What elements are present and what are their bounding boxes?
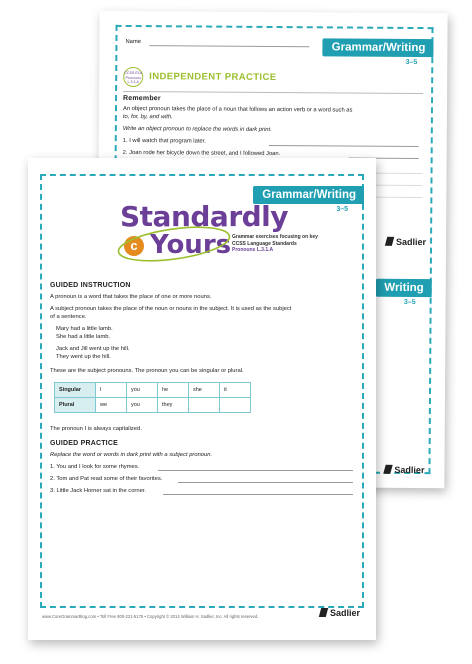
logo-yours: Yours [150, 230, 232, 260]
grade-label: 3–5 [405, 58, 418, 67]
logo-c-icon: c [124, 236, 144, 256]
tagline-line-1: Grammar exercises focusing on key [232, 234, 318, 240]
row-label: Plural [55, 398, 96, 413]
gp-item-1: 1. You and I look for some rhymes. [50, 464, 140, 470]
answer-line [178, 482, 353, 483]
table-cell: she [189, 383, 220, 398]
tagline [232, 234, 318, 254]
answer-line [158, 470, 353, 471]
example-1b: She had a little lamb. [56, 334, 111, 340]
ccss-badge: CCSS.ELA Pronouns L.3.1.A [123, 67, 143, 87]
gi-text-1: A pronoun is a word that takes the place of one or more nouns. [50, 294, 212, 300]
table-cell [220, 398, 251, 413]
answer-line [163, 494, 353, 495]
gi-text-2: A subject pronoun takes the place of the noun or nouns in the subject. It is used as the subject [50, 306, 292, 312]
grade-label: 3–5 [336, 206, 348, 213]
sadlier-logo: Sadlier [384, 465, 424, 475]
table-cell [189, 398, 220, 413]
worksheet-front [28, 158, 376, 640]
pronoun-table [54, 382, 251, 413]
grade-label: 3–5 [403, 298, 416, 307]
gp-instruction: Replace the word or words in dark print with a subject pronoun. [50, 452, 213, 458]
example-1a: Mary had a little lamb. [56, 326, 113, 332]
example-2b: They went up the hill. [56, 354, 111, 360]
sadlier-logo: Sadlier [386, 237, 426, 247]
name-label: Name [125, 38, 141, 46]
gp-item-3: 3. Little Jack Horner sat in the corner. [50, 488, 147, 494]
table-row [55, 383, 251, 398]
item-2: 2. Joan rode her bicycle down the street, and I followed Joan. [122, 149, 281, 158]
sadlier-logo: Sadlier [320, 608, 360, 618]
subject-text: These are the subject pronouns. The pronoun you can be singular or plural. [50, 368, 244, 374]
table-cell: it [220, 383, 251, 398]
grammar-writing-tab: Grammar/Writing [253, 186, 364, 204]
grammar-writing-tab: Grammar/Writing [323, 38, 434, 57]
row-label: Singular [55, 383, 96, 398]
table-cell: we [96, 398, 127, 413]
footer-text: www.CoreGrammarBlog.com • Toll Free 800-221-5175 • Copyright © 2014 William H. Sadlier, Inc. All rights reserved. [42, 614, 259, 619]
remember-text-2: to, for, by, and with. [122, 113, 173, 121]
table-cell: I [96, 383, 127, 398]
guided-practice-heading: GUIDED PRACTICE [50, 440, 118, 447]
table-cell: they [158, 398, 189, 413]
instruction: Write an object pronoun to replace the words in dark print. [122, 125, 272, 133]
logo-swoosh-icon [114, 224, 234, 264]
remember-heading: Remember [123, 94, 161, 103]
table-cell: you [127, 383, 158, 398]
table-cell: he [158, 383, 189, 398]
example-2a: Jack and Jill went up the hill. [56, 346, 130, 352]
capital-note: The pronoun I is always capitalized. [50, 426, 142, 432]
gp-item-2: 2. Tom and Pat read some of their favorites. [50, 476, 163, 482]
remember-text-1: An object pronoun takes the place of a noun that follows an action verb or a word such as [122, 105, 353, 114]
guided-instruction-heading: GUIDED INSTRUCTION [50, 282, 131, 289]
table-row [55, 398, 251, 413]
writing-tab: Writing [375, 279, 432, 297]
section-title: INDEPENDENT PRACTICE [149, 71, 277, 84]
logo-standardly: Standardly [120, 200, 289, 233]
item-1: 1. I will watch that program later. [122, 137, 206, 145]
gi-text-3: of a sentence. [50, 314, 87, 320]
table-cell: you [127, 398, 158, 413]
tagline-line-3: Pronouns L.3.1.A [232, 247, 274, 253]
tagline-line-2: CCSS Language Standards [232, 240, 297, 247]
